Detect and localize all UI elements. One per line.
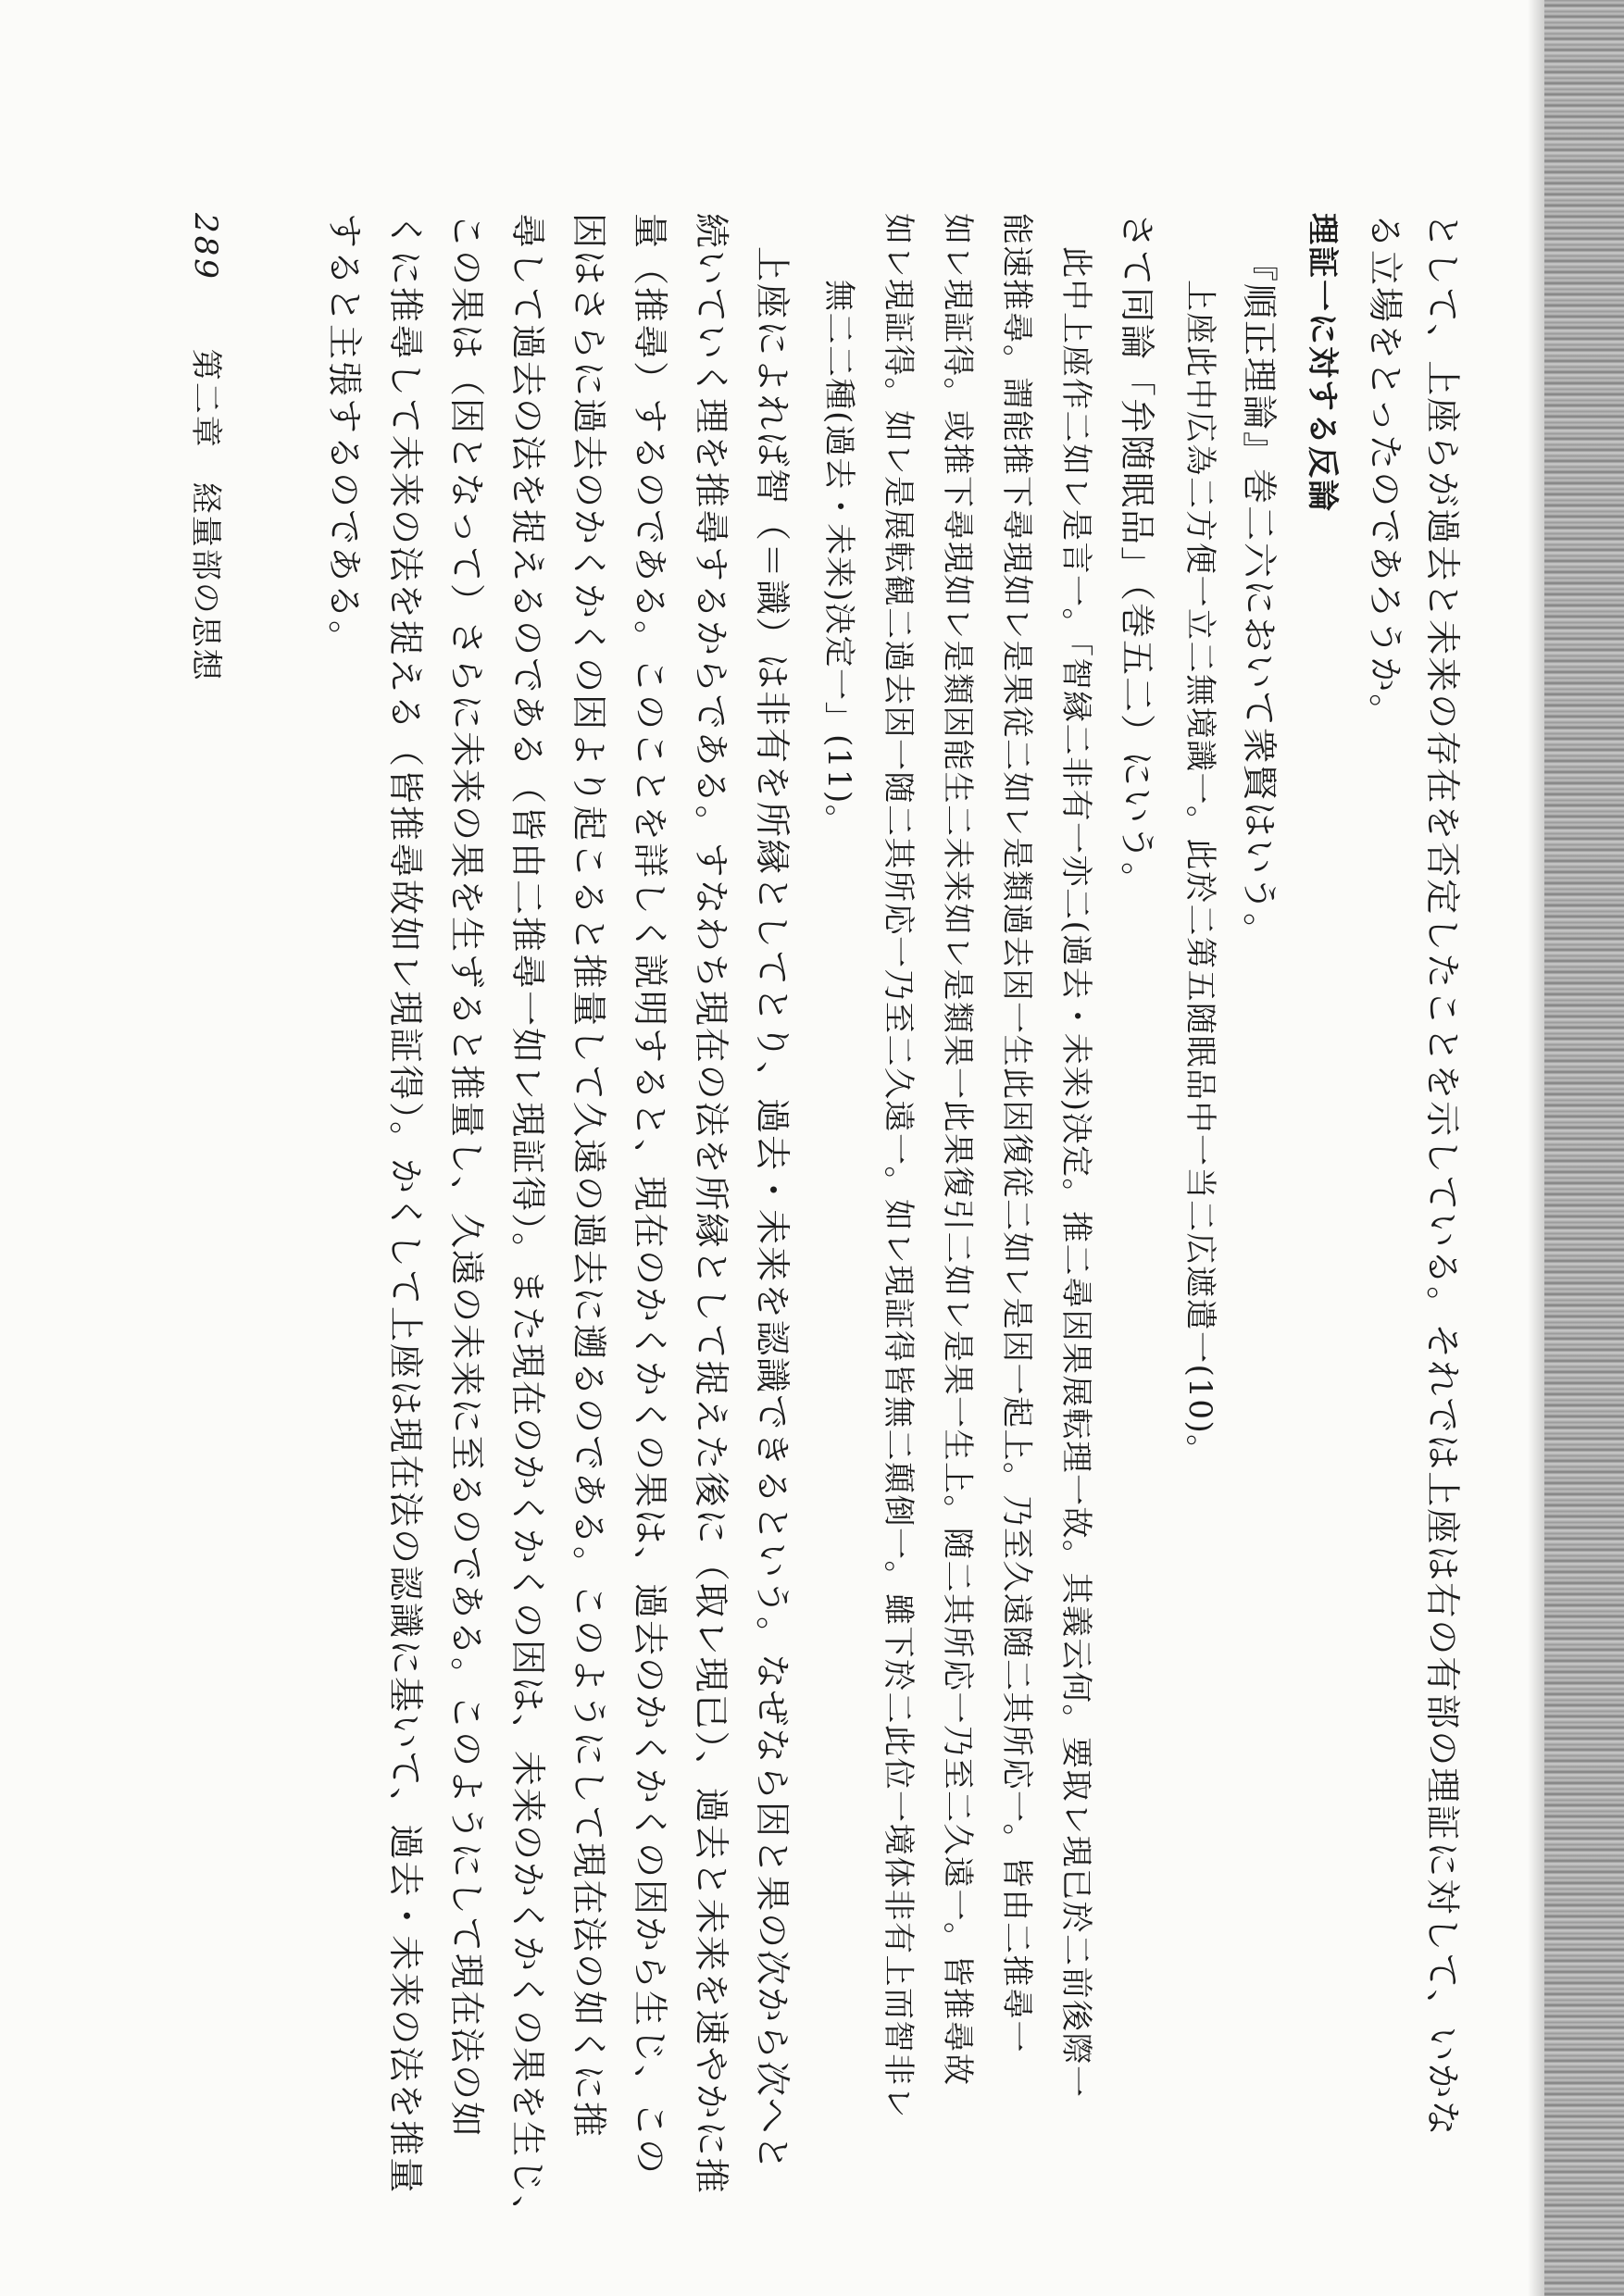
body-line: 続いていく理を推尋するからである。すなわち現在の法を所縁として捉えた後に（取レ現已）、過去と未来を速やかに推 — [691, 213, 731, 2195]
quote-line: 如レ現証得。如レ是展転観二過去因一随二其所応一乃至二久遠一。如レ現証得皆無二顛倒一。雖下於二此位一境体非有上而智非レ — [880, 213, 917, 2119]
body-line: として、上座らが過去と未来の存在を否定したことを示している。それでは上座は右の有部の理証に対して、いかな — [1422, 213, 1463, 2138]
body-line: さて同論「弁随眠品」（巻五二）にいう。 — [1117, 213, 1157, 900]
body-line: 因はさらに過去のかくかくの因より起こると推量して久遠の過去に遡るのである。このようにして現在法の如くに推 — [568, 213, 609, 2140]
body-line: すると主張するのである。 — [324, 213, 365, 658]
rotated-text-block — [187, 213, 1463, 2233]
quote-line: 如レ現証得。或推下尋現如レ是類因能生二未来如レ是類果一此果復引二如レ是果一生上。随二其所応一乃至二久遠一。皆推尋故 — [939, 213, 976, 2087]
quote-line: 能速推尋。謂能推下尋現如レ是果従二如レ是類過去因一生此因復従二如レ是因一起上。乃至久遠随二其所応一。皆由二推尋一 — [998, 213, 1035, 2053]
body-line: この果は（因となって）さらに未来の果を生ずると推量し、久遠の未来に至るのである。このようにして現在法の如 — [446, 213, 487, 2140]
quote-line: 此中上座作二如レ是言一。「智縁二非有一亦二(過去・未来)決定。推二尋因果展転理一故。其義云何。要取レ現已於二前後際一 — [1057, 246, 1094, 2099]
scanner-shadow-gradient — [1528, 0, 1544, 2296]
scanner-shadow-edge — [1544, 0, 1624, 2296]
quote-line: 上座此中広為二方便一立二無境識一。此於二第五随眠品中一当二広遮遣一(10)。 — [1181, 280, 1218, 1467]
body-line: 量（推尋）するのである。このことを詳しく説明すると、現在のかくかくの果は、過去のかくかくの因から生じ、この — [630, 213, 670, 2177]
chapter-title: 第二章 経量部の思想 — [187, 348, 224, 682]
body-line: くに推尋して未来の法を捉える（皆推尋故如レ現証得）。かくして上座は現在法の認識に基いて、過去・未来の法を推量 — [385, 213, 426, 2195]
section-heading: 理証一に対する反論 — [1304, 213, 1341, 513]
body-line: 『順正理論』巻二六において衆賢はいう。 — [1239, 246, 1280, 951]
body-line: る立場をとったのであろうか。 — [1365, 213, 1405, 731]
body-line: 尋して過去の法を捉えるのである（皆由二推尋一如レ現証得）。また現在のかくかくの因は、未来のかくかくの果を生じ、 — [507, 213, 548, 2233]
quote-line: 無二二種(過去・未来)決定一」(11)。 — [820, 280, 857, 838]
page-number: 289 — [187, 213, 224, 281]
running-head — [186, 213, 231, 682]
body-line: 上座によれば智（＝識）は非有を所縁としてとり、過去・未来を認識できるという。なぜなら因と果の次から次へと — [752, 246, 793, 2173]
